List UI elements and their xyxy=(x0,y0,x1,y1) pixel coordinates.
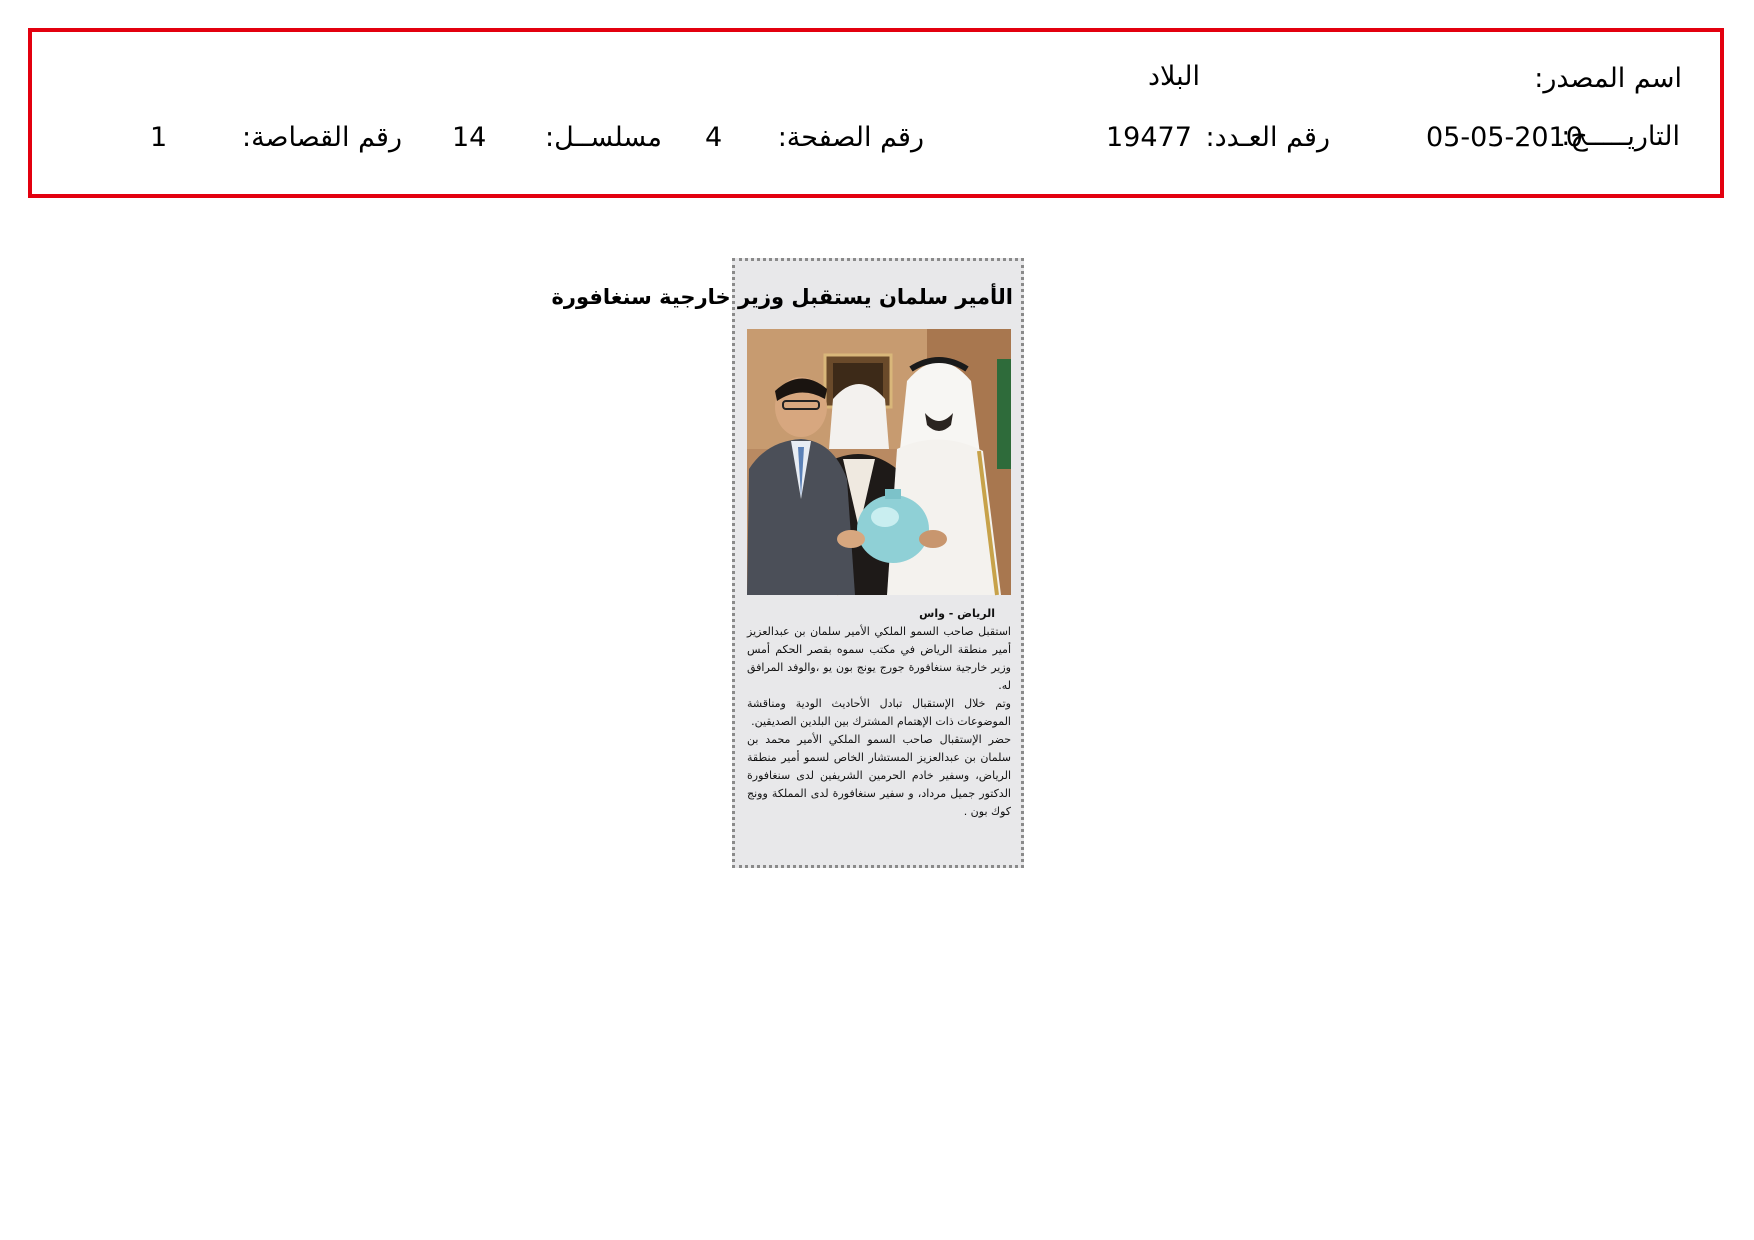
article-photo xyxy=(747,329,1011,595)
article-body xyxy=(747,605,1011,821)
source-value: البلاد xyxy=(1147,61,1200,92)
page-value: 4 xyxy=(705,122,723,153)
date-label: التاريـــــخ: xyxy=(1561,121,1680,152)
serial-label: مسلســل: xyxy=(545,122,662,153)
page-label: رقم الصفحة: xyxy=(777,122,924,153)
date-value: 05-05-2010 xyxy=(1426,122,1583,153)
serial-value: 14 xyxy=(452,122,487,153)
source-label: اسم المصدر: xyxy=(1534,63,1682,94)
article-paragraph: وتم خلال الإستقبال تبادل الأحاديث الودية ومناقشة الموضوعات ذات الإهتمام المشترك بين البلدين الصديقين. xyxy=(747,697,1011,728)
article-byline: الرياض - واس xyxy=(919,607,995,620)
article-paragraph: استقبل صاحب السمو الملكي الأمير سلمان بن عبدالعزيز أمير منطقة الرياض في مكتب سموه بقصر الحكم أمس وزير خارجية سنغافورة جورج يونج بون يو ،والوفد المرافق له. xyxy=(747,625,1011,692)
issue-label: رقم العـدد: xyxy=(1205,122,1330,153)
article-headline: الأمير سلمان يستقبل وزير خارجية سنغافورة xyxy=(551,285,1013,309)
clipping-number-label: رقم القصاصة: xyxy=(241,122,402,153)
clipping-number-value: 1 xyxy=(150,122,168,153)
issue-value: 19477 xyxy=(1106,122,1192,153)
clipping-info-header xyxy=(28,28,1724,198)
newspaper-clipping xyxy=(551,258,1024,868)
article-paragraph: حضر الإستقبال صاحب السمو الملكي الأمير محمد بن سلمان بن عبدالعزيز المستشار الخاص لسمو أمير منطقة الرياض، وسفير خادم الحرمين الشريفين لدى سنغافورة الدكتور جميل مرداد، و سفير سنغافورة لدى المملكة وونج كوك بون . xyxy=(747,733,1011,818)
